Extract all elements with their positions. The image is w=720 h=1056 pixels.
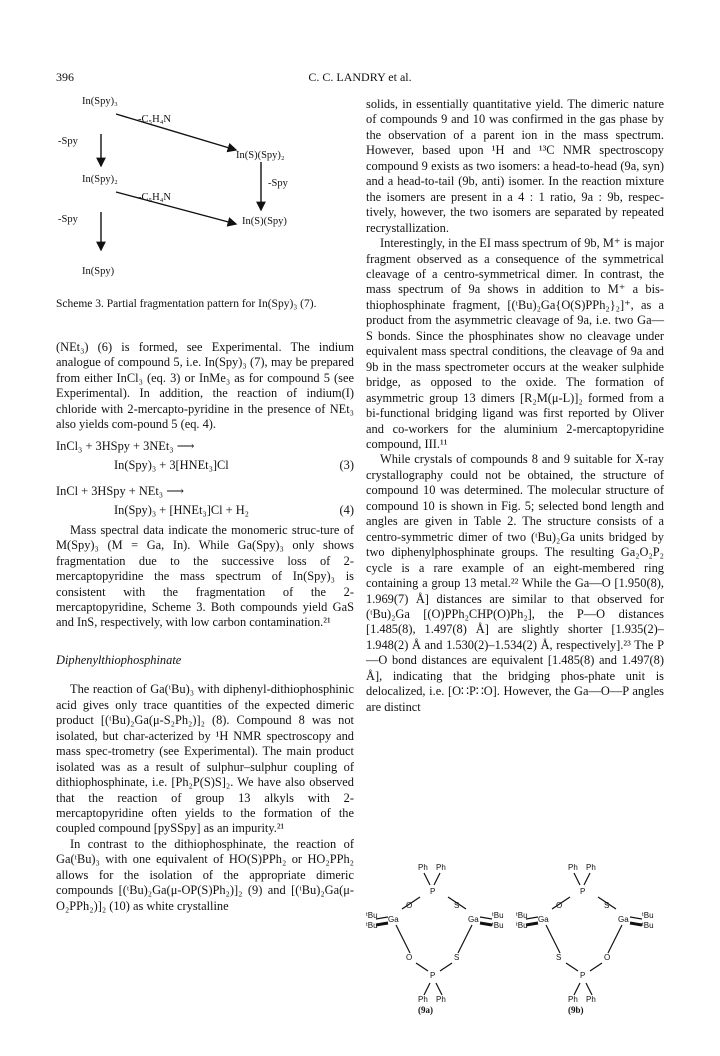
ga-label: Ga <box>468 915 479 924</box>
s-label: S <box>604 901 610 910</box>
paragraph: The reaction of Ga(ᵗBu)₃ with diphenyl-dithiophosphinic acid gives only trace quantities of the expected dimeric product [(ᵗBu)₂Ga(μ-S₂Ph₂)]₂ (8). Compound 8 was not isolated, but char-acterized by ¹H NMR spectroscopy and mass spec-trometry (see Experimental). The main product isolated was as a result of sulphur–sulphur coupling of dithiophosphinate, i.e. [Ph₂P(S)S]₂. We have also observed that the reaction of group 13 alkyls with 2-mercaptopyridine often yields to the formation of the coupled compound [pySSpy] as an impurity.²¹ <box>56 682 354 836</box>
bu-label: ᵗBu <box>642 911 654 920</box>
o-label: O <box>406 901 413 910</box>
fragmentation-scheme <box>56 94 356 294</box>
ga-label: Ga <box>388 915 399 924</box>
structure-figure <box>366 845 664 1015</box>
scheme-3 <box>56 94 356 294</box>
scheme-caption: Scheme 3. Partial fragmentation pattern for In(Spy)₃ (7). <box>56 298 317 310</box>
equation-4-number: (4) <box>339 503 354 518</box>
node-in-spy2: In(Spy)₂ <box>82 174 118 185</box>
bu-label: ᵗBu <box>366 921 378 930</box>
p-label: P <box>430 971 436 980</box>
paragraph: solids, in essentially quantitative yield. The dimeric nature of compounds 9 and 10 was confirmed in the gas phase by the observation of a parent ion in the mass spectrum. However, based upon ¹H and ¹³C NMR spectroscopy compound 9 exists as two isomers: a head-to-head (9a, syn) and a head-to-tail (9b, anti) isomer. In the reaction mixture the isomers are present in a 4 : 1 ratio, 9a : 9b, respec-tively, however, the two isomers are separated by repeated recrystallization. <box>366 97 664 235</box>
ph-label: Ph <box>586 995 596 1004</box>
ph-label: Ph <box>586 863 596 872</box>
bu-label: ᵗBu <box>366 911 378 920</box>
paragraph: (NEt₃) (6) is formed, see Experimental. The indium analogue of compound 5, i.e. In(Spy)₃ (7), may be prepared from either InCl₃ (eq. 3) or InMe₃ as for compound 5 (see Experimental). In addition, the reaction of indium(I) chloride with 2-mercapto-pyridine in the presence of NEt₃ also yields com-pound 5 (eq. 4). <box>56 340 354 432</box>
label-spy-2: -Spy <box>268 178 288 189</box>
equation-3 <box>56 439 354 474</box>
equation-3-lhs: InCl₃ + 3HSpy + 3NEt₃ ⟶ <box>56 438 195 453</box>
structure-9b-label: (9b) <box>568 1005 584 1015</box>
ga-label: Ga <box>538 915 549 924</box>
ph-label: Ph <box>568 863 578 872</box>
equation-4-rhs: In(Spy)₃ + [HNEt₃]Cl + H₂ <box>114 503 249 518</box>
page-number: 396 <box>56 70 74 84</box>
equation-4-lhs: InCl + 3HSpy + NEt₃ ⟶ <box>56 483 184 498</box>
subheading: Diphenylthiophosphinate <box>56 652 182 667</box>
bu-label: ᵗBu <box>492 921 504 930</box>
label-spy-1: -Spy <box>58 136 78 147</box>
s-label: S <box>556 953 562 962</box>
bu-label: ᵗBu <box>516 921 528 930</box>
arrow-diag-1 <box>116 114 236 150</box>
right-column <box>366 97 664 715</box>
o-label: O <box>556 901 563 910</box>
p-label: P <box>580 971 586 980</box>
label-c5h4n-2: -C₅H₄N <box>138 192 171 203</box>
s-label: S <box>454 953 460 962</box>
structure-9a-label: (9a) <box>418 1005 433 1015</box>
equation-3-number: (3) <box>339 458 354 473</box>
running-head: C. C. LANDRY et al. <box>308 70 412 84</box>
node-in-s-spy2: In(S)(Spy)₂ <box>236 150 285 161</box>
p-label: P <box>430 887 436 896</box>
ph-label: Ph <box>568 995 578 1004</box>
ga-label: Ga <box>618 915 629 924</box>
paragraph: While crystals of compounds 8 and 9 suitable for X-ray crystallography could not be obtained, the structure of compound 10 was determined. The molecular structure of compound 10 is shown in Fig. 5; selected bond length and angles are given in Table 2. The structure consists of a centro-symmetric dimer of two (ᵗBu)₂Ga units bridged by two diphenylphosphinate groups. The resulting Ga₂O₂P₂ cycle is a rare example of an eight-membered ring containing a group 13 metal.²² While the Ga—O [1.950(8), 1.969(7) Å] distances are similar to that observed for (ᵗBu)₂Ga [(O)PPh₂CHP(O)Ph₂], the P—O distances [1.485(8), 1.497(8) Å] are slightly shorter [1.935(2)– 1.948(2) Å and 1.530(2)–1.534(2) Å, respectively].²³ The P—O bond distances are equivalent [1.485(8) and 1.497(8) Å], indicating that the bridging phos-phate unit is delocalized, i.e. [O∷P∷O]. However, the Ga—O—P angles are distinct <box>366 452 664 714</box>
ph-label: Ph <box>436 863 446 872</box>
label-c5h4n-1: -C₅H₄N <box>138 114 171 125</box>
ph-label: Ph <box>418 863 428 872</box>
p-label: P <box>580 887 586 896</box>
node-in-spy3: In(Spy)₃ <box>82 96 118 107</box>
paragraph: Mass spectral data indicate the monomeric struc-ture of M(Spy)₃ (M = Ga, In). While Ga(Spy)₃ only shows fragmentation due to the successive loss of 2-mercaptopyridine the mass spectrum of In(Spy)₃ is consistent with the fragmentation of the 2-mercaptopyridine, Scheme 3. Both compounds yield GaS and InS, respectively, with low carbon contamination.²¹ <box>56 522 354 630</box>
equation-3-rhs: In(Spy)₃ + 3[HNEt₃]Cl <box>114 458 229 473</box>
equation-4 <box>56 484 354 519</box>
node-in-s-spy: In(S)(Spy) <box>242 216 287 227</box>
o-label: O <box>406 953 413 962</box>
ph-label: Ph <box>436 995 446 1004</box>
o-label: O <box>604 953 611 962</box>
s-label: S <box>454 901 460 910</box>
node-in-spy: In(Spy) <box>82 266 115 277</box>
left-column <box>56 340 354 914</box>
ph-label: Ph <box>418 995 428 1004</box>
paragraph: Interestingly, in the EI mass spectrum of 9b, M⁺ is major fragment observed as a consequence of the symmetrical cleavage of a centro-symmetrical dimer. In contrast, the mass spectrum of 9a shows in addition to M⁺ a bis-thiophosphinate fragment, [(ᵗBu)₂Ga{O(S)PPh₂}₂]⁺, as a product from the asymmetric cleavage of 9a, i.e. two Ga—S bonds. Since the phosphinates show no cleavage under equivalent mass spectral conditions, the cleavage of 9a and 9b in the mass spectrometer occurs at the weaker sulphide bridge, as opposed to the oxide. The formation of asymmetric group 13 dimers [R₂M(μ-L)]₂ formed from a bi-functional bridging ligand was first reported by Oliver and co-workers for the aluminium 2-mercaptopyridine compound, III.¹¹ <box>366 236 664 451</box>
label-spy-3: -Spy <box>58 214 78 225</box>
arrow-diag-2 <box>116 192 236 224</box>
bu-label: ᵗBu <box>516 911 528 920</box>
bu-label: ᵗBu <box>642 921 654 930</box>
structure-drawing <box>366 845 664 1015</box>
bu-label: ᵗBu <box>492 911 504 920</box>
paragraph: In contrast to the dithiophosphinate, the reaction of Ga(ᵗBu)₃ with one equivalent of HO(S)PPh₂ or HO₂PPh₂ allows for the isolation of the appropriate dimeric compounds [(ᵗBu)₂Ga(μ-OP(S)Ph₂)]₂ (9) and [(ᵗBu)₂Ga(μ-O₂PPh₂)]₂ (10) as white crystalline <box>56 836 354 913</box>
